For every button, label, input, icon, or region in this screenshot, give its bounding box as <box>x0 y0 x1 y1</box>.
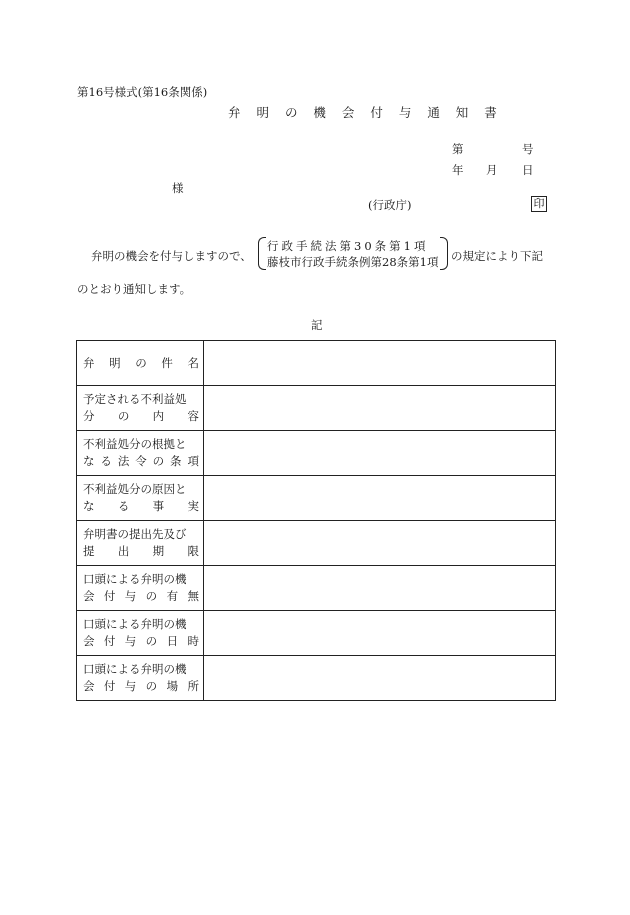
row-value-cell[interactable] <box>204 611 556 656</box>
label-char: 令 <box>135 454 147 468</box>
label-char: 会 <box>83 589 95 603</box>
row-label-line2 <box>83 453 199 470</box>
row-label <box>77 341 204 386</box>
row-value-cell[interactable] <box>204 566 556 611</box>
label-char: 与 <box>124 679 137 693</box>
table-row <box>77 476 556 521</box>
row-value-cell[interactable] <box>204 656 556 701</box>
label-char: 会 <box>83 634 95 648</box>
body-text-before: 弁明の機会を付与しますので、 <box>91 249 252 263</box>
table-row <box>77 386 556 431</box>
label-char: の <box>135 355 147 370</box>
reference-ordinance: 藤枝市行政手続条例第28条第1項 <box>267 255 439 269</box>
row-label <box>77 431 204 476</box>
legal-reference-brace <box>258 237 448 270</box>
label-char: 実 <box>187 499 199 513</box>
seal-mark: 印 <box>531 196 547 212</box>
label-char: 出 <box>117 544 130 558</box>
row-value-cell[interactable] <box>204 521 556 566</box>
label-char: る <box>117 499 130 513</box>
row-label <box>77 521 204 566</box>
row-value-cell[interactable] <box>204 386 556 431</box>
label-char: な <box>83 454 95 468</box>
label-char: 法 <box>117 454 130 468</box>
row-value-cell[interactable] <box>204 476 556 521</box>
row-label-line1: 口頭による弁明の機 <box>83 572 187 586</box>
reference-law: 行政手続法第30条第1項 <box>267 239 429 253</box>
row-label-line1: 不利益処分の原因と <box>83 482 187 496</box>
label-char: 内 <box>152 409 165 423</box>
label-char: る <box>100 454 112 468</box>
label-char: 無 <box>187 589 199 603</box>
label-char: 会 <box>83 679 95 693</box>
label-char: 分 <box>83 409 95 423</box>
table-row <box>77 566 556 611</box>
label-char: 場 <box>166 679 179 693</box>
label-char: 弁 <box>83 355 95 370</box>
row-label-line2 <box>83 588 199 605</box>
row-label-line2 <box>83 678 199 695</box>
number-prefix: 第 <box>452 142 464 156</box>
date-day-label: 日 <box>522 163 534 177</box>
label-char: 件 <box>161 355 173 370</box>
row-label-line2 <box>83 408 199 425</box>
row-label <box>77 566 204 611</box>
label-char: 明 <box>109 355 121 370</box>
row-label <box>77 476 204 521</box>
notice-table <box>76 340 556 701</box>
row-value-cell[interactable] <box>204 341 556 386</box>
label-char: の <box>145 634 158 648</box>
row-label <box>77 611 204 656</box>
label-char: 事 <box>152 499 165 513</box>
row-value-cell[interactable] <box>204 431 556 476</box>
label-char: 与 <box>124 589 137 603</box>
row-label-line1 <box>83 355 199 372</box>
table-row <box>77 656 556 701</box>
label-char: 期 <box>152 544 165 558</box>
table-row <box>77 341 556 386</box>
row-label-line2 <box>83 543 199 560</box>
row-label-line1: 不利益処分の根拠と <box>83 437 187 451</box>
label-char: な <box>83 499 95 513</box>
label-char: の <box>145 589 158 603</box>
document-title: 弁 明 の 機 会 付 与 通 知 書 <box>228 105 503 120</box>
table-row <box>77 521 556 566</box>
table-row <box>77 611 556 656</box>
agency-label: (行政庁) <box>368 198 412 212</box>
label-char: 有 <box>166 589 179 603</box>
row-label-line2 <box>83 498 199 515</box>
label-char: 所 <box>187 679 199 693</box>
row-label <box>77 656 204 701</box>
number-suffix: 号 <box>522 142 534 156</box>
label-char: 容 <box>187 409 199 423</box>
left-brace <box>258 237 266 270</box>
form-number: 第16号様式(第16条関係) <box>77 85 208 99</box>
label-char: の <box>145 679 158 693</box>
label-char: 付 <box>103 679 116 693</box>
row-label <box>77 386 204 431</box>
label-char: の <box>152 454 165 468</box>
label-char: 名 <box>187 355 199 370</box>
row-label-line1: 口頭による弁明の機 <box>83 662 187 676</box>
label-char: 限 <box>187 544 199 558</box>
label-char: 日 <box>166 634 179 648</box>
table-row <box>77 431 556 476</box>
date-month-label: 月 <box>486 163 498 177</box>
row-label-line1: 弁明書の提出先及び <box>83 527 187 541</box>
body-text-line2: のとおり通知します。 <box>77 282 192 296</box>
right-brace <box>440 237 448 270</box>
label-char: 項 <box>187 454 199 468</box>
label-char: 時 <box>187 634 199 648</box>
label-char: 提 <box>83 544 95 558</box>
label-char: 付 <box>103 589 116 603</box>
row-label-line1: 口頭による弁明の機 <box>83 617 187 631</box>
ki-heading: 記 <box>311 318 323 332</box>
label-char: の <box>117 409 130 423</box>
label-char: 与 <box>124 634 137 648</box>
row-label-line2 <box>83 633 199 650</box>
body-text-after: の規定により下記 <box>451 249 543 263</box>
row-label-line1: 予定される不利益処 <box>83 392 187 406</box>
label-char: 付 <box>103 634 116 648</box>
addressee-suffix: 様 <box>172 181 184 195</box>
date-year-label: 年 <box>452 163 464 177</box>
label-char: 条 <box>170 454 182 468</box>
